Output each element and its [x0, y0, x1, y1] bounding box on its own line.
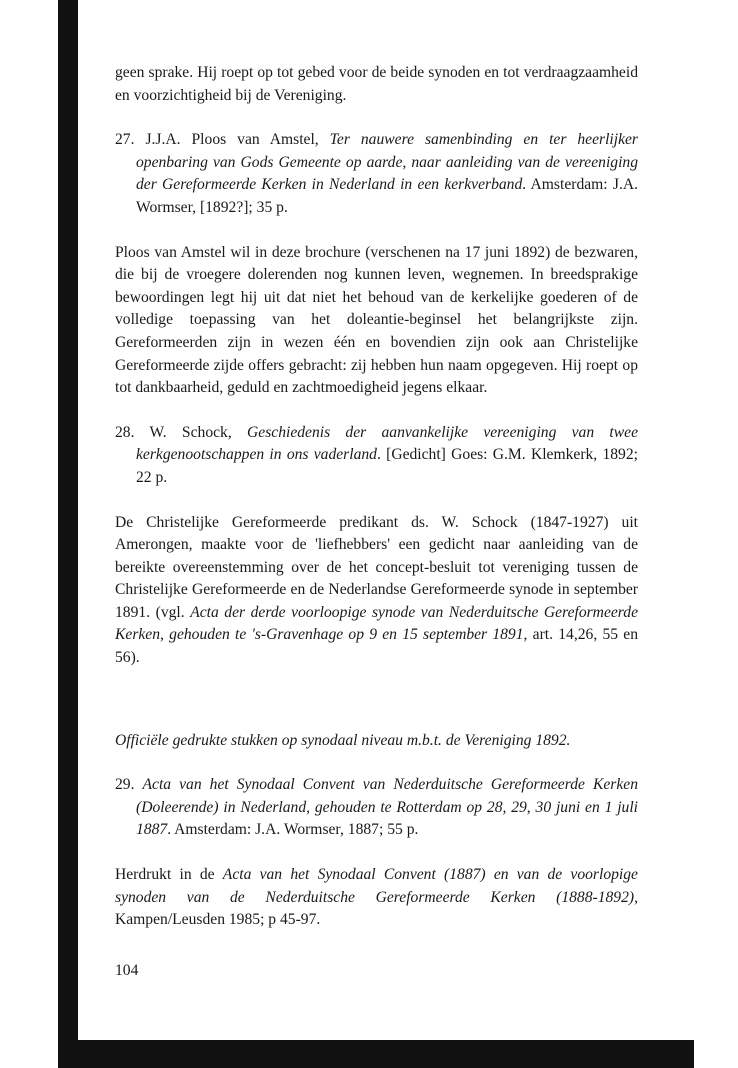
entry-27-author: 27. J.J.A. Ploos van Amstel,: [115, 131, 330, 149]
entry-29-publication: . Amsterdam: J.A. Wormser, 1887; 55 p.: [167, 821, 419, 839]
schock-text: De Christelijke Gereformeerde predikant ds. W. Schock (1847-1927) uit Amerongen, maakte voor de 'liefhebbers' een gedicht naar aanleiding van de bereikte overeenstemming over de het concept-besluit tot vereniging tussen de Christelijke Gereformeerde en de Nederlandse Gereformeerde synode in september 1891. (vgl.: [115, 513, 638, 621]
section-heading: Officiële gedrukte stukken op synodaal niveau m.b.t. de Vereniging 1892.: [115, 731, 571, 749]
entry-27-title: Ter nauwere samenbinding en ter heerlijker openbaring van Gods Gemeente op aarde, naar aanleiding van de vereeniging der Gereformeerde Kerken in Nederland in een kerkverband: [136, 131, 638, 194]
reprint-title: Acta van het Synodaal Convent (1887) en van de voorlopige synoden van de Nederduitsche Gereformeerde Kerken (1888-1892): [115, 866, 638, 906]
paragraph-continuation: geen sprake. Hij roept op tot gebed voor de beide synoden en tot verdraagzaamheid en voorzichtigheid bij de Vereniging.: [115, 64, 638, 104]
bibliography-entry-28: [115, 422, 638, 490]
entry-28-title: Geschiedenis der aanvankelijke vereeniging van twee kerkgenootschappen in ons vaderland: [136, 423, 638, 464]
entry-27-publication: . Amsterdam: J.A. Wormser, [1892?]; 35 p.: [136, 176, 638, 216]
entry-29-title: Acta van het Synodaal Convent van Nederduitsche Gereformeerde Kerken (Doleerende) in Nederland, gehouden te Rotterdam op 28, 29, 30 juni en 1 juli 1887: [136, 776, 638, 839]
scan-border-left: [58, 0, 78, 1068]
paragraph-schock: [115, 512, 638, 670]
scan-border-bottom: [58, 1040, 694, 1068]
entry-28-author: 28. W. Schock,: [115, 423, 248, 441]
paragraph-reprint: [115, 864, 638, 932]
reprint-pre: Herdrukt in de: [115, 866, 223, 884]
entry-28-publication: . [Gedicht] Goes: G.M. Klemkerk, 1892; 22 p.: [136, 446, 638, 486]
schock-tail: , art. 14,26, 55 en 56).: [115, 626, 638, 667]
entry-29-number: 29.: [115, 776, 143, 794]
page-number: 104: [115, 961, 139, 979]
bibliography-entry-29: [115, 774, 638, 842]
reprint-tail: , Kampen/Leusden 1985; p 45-97.: [115, 888, 638, 929]
page-body: [115, 62, 638, 982]
bibliography-entry-27: [115, 129, 638, 219]
paragraph-ploos: Ploos van Amstel wil in deze brochure (verschenen na 17 juni 1892) de bezwaren, die bij de vroegere dolerenden nog kunnen leven, wegnemen. In breedsprakige bewoordingen legt hij uit dat niet het behoud van de kerkelijke goederen of de volledige toepassing van het doleantie-beginsel het belangrijkste zijn. Gereformeerden zijn in wezen één en bovendien zijn ook aan Christelijke Gereformeerde zijde offers gebracht: zij hebben hun naam opgegeven. Hij roept op tot dankbaarheid, geduld en zachtmoedigheid jegens elkaar.: [115, 243, 638, 397]
schock-acta-title: Acta der derde voorloopige synode van Nederduitsche Gereformeerde Kerken, gehouden te 's-Gravenhage op 9 en 15 september 1891: [115, 603, 638, 644]
